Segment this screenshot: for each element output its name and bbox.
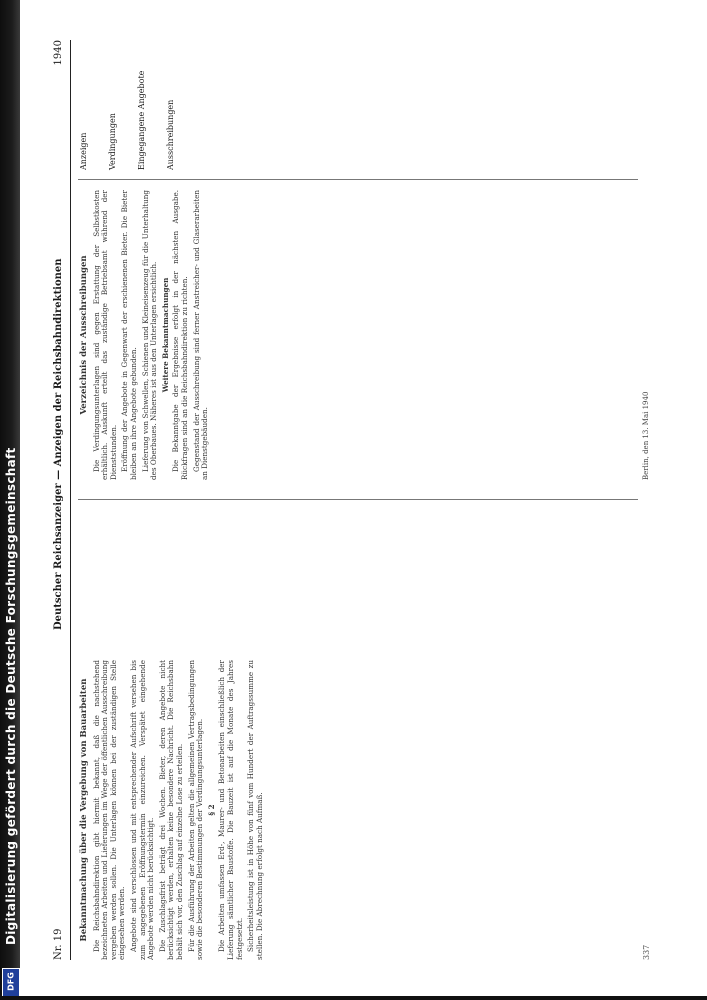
header-left: Nr. 19 [53, 928, 64, 960]
right-paragraph: Eröffnung der Angebote in Gegenwart der erschienenen Bieter. Die Bieter bleiben an ihre Angebote gebunden. [120, 190, 138, 480]
sidebar-item: Eingegangene Angebote [137, 70, 146, 170]
left-paragraph: Angebote sind verschlossen und mit entsprechender Aufschrift versehen bis zum angegebenen Eröffnungstermin einzureichen. Verspätet eingehende Angebote werden nicht berücksichtigt. [128, 660, 156, 960]
sidebar-item: Anzeigen [79, 132, 88, 170]
scan-edge-bottom [0, 996, 707, 1000]
right-column [78, 190, 638, 480]
right-paragraph: Gegenstand der Ausschreibung sind ferner Anstreicher- und Glaserarbeiten an Dienstgebäuden. [191, 190, 210, 480]
left-paragraph: Für die Ausführung der Arbeiten gelten die allgemeinen Vertragsbedingungen sowie die besonderen Bestimmungen der Verdingungsunterlagen. [186, 660, 205, 960]
right-paragraph: Lieferung von Schwellen, Schienen und Kleineisenzeug für die Unterhaltung des Oberbaues. Näheres ist aus den Unterlagen ersichtlich. [140, 190, 159, 480]
header-title: Deutscher Reichsanzeiger — Anzeigen der Reichsbahndirektionen [53, 258, 64, 630]
right-paragraph: Die Bekanntgabe der Ergebnisse erfolgt in der nächsten Ausgabe. Rückfragen sind an die Reichsbahndirektion zu richten. [171, 190, 189, 480]
left-paragraph: Die Arbeiten umfassen Erd-, Maurer- und Betonarbeiten einschließlich der Lieferung sämtlicher Baustoffe. Die Bauzeit ist auf die Monate des Jahres festgesetzt. [217, 660, 244, 960]
sidebar-item: Ausschreibungen [166, 99, 175, 170]
page-number: 337 [642, 944, 651, 960]
funding-notice: Digitalisierung gefördert durch die Deutsche Forschungsgemeinschaft [4, 447, 18, 945]
right-paragraph: Die Verdingungsunterlagen sind gegen Erstattung der Selbstkosten erhältlich. Auskunft erteilt das zuständige Betriebsamt während der Dienststunden. [91, 190, 118, 480]
dfg-logo-text: DFG [6, 972, 16, 991]
column-rule [78, 499, 638, 500]
footnote: Berlin, den 13. Mai 1940 [642, 391, 650, 480]
sidebar-rule [78, 179, 638, 180]
right-section-heading: Weitere Bekanntmachungen [160, 277, 170, 393]
left-column [78, 660, 638, 960]
right-heading: Verzeichnis der Ausschreibungen [79, 255, 89, 415]
sidebar [78, 40, 194, 170]
sidebar-item: Verdingungen [108, 113, 117, 170]
left-heading: Bekanntmachung über die Vergebung von Bauarbeiten [79, 678, 89, 942]
left-paragraph: Sicherheitsleistung ist in Höhe von fünf vom Hundert der Auftragssumme zu stellen. Die Abrechnung erfolgt nach Aufmaß. [246, 660, 264, 960]
header-rule [70, 40, 71, 960]
left-paragraph: Die Reichsbahndirektion gibt hiermit bekannt, daß die nachstehend bezeichneten Arbeiten und Lieferungen im Wege der öffentlichen Ausschreibung vergeben werden sollen. Die Unterlagen können bei der zuständigen Stelle eingesehen werden. [91, 660, 127, 960]
header-right: 1940 [53, 40, 64, 66]
document-page [22, 0, 702, 1000]
left-paragraph: Die Zuschlagsfrist beträgt drei Wochen. Bieter, deren Angebote nicht berücksichtigt werden, erhalten keine besondere Nachricht. Die Reichsbahn behält sich vor, den Zuschlag auf einzelne Lose zu erteilen. [157, 660, 184, 960]
left-section-heading: § 2 [206, 804, 216, 816]
dfg-logo [2, 968, 20, 998]
